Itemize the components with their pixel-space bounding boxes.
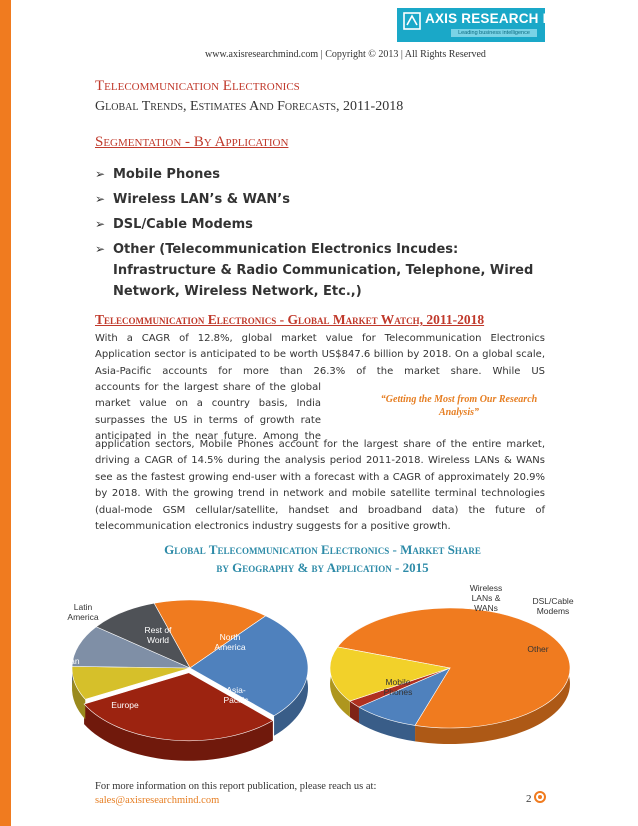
arrow-bullet-icon: ➢ [95,217,106,231]
chart-title-line-1: Global Telecommunication Electronics - Market Share [164,542,481,557]
market-share-pie-charts [40,580,585,765]
pie-chart-1 [56,600,308,761]
left-accent-bar [0,0,11,826]
pie-chart-2 [330,583,574,744]
bullet-text: DSL/Cable Modems [113,217,253,232]
list-item [95,239,545,302]
bullet-text: Mobile Phones [113,167,220,182]
pie-slice-label: Mobile Phones [383,677,413,697]
logo-mark-icon [403,12,421,30]
list-item [95,189,545,210]
arrow-bullet-icon: ➢ [95,242,106,256]
logo-text: AXIS RESEARCH MIND [425,11,578,26]
bullet-text: Other (Telecommunication Electronics Incudes: Infrastructure & Radio Communication, Telephone, Wired Network, Wireless Network, Etc.,) [113,242,534,299]
page-logo-icon [534,791,546,803]
chart-title-line-2: by Geography & by Application - 2015 [216,560,429,575]
company-logo[interactable] [397,8,578,42]
pie-slice-label: Asia-Pacific [223,685,249,705]
page-number: 2 [526,793,532,805]
market-watch-narrow-paragraph: accounts for the largest share of the global market value on a country basis, India surpasses the US in terms of growth rate anticipated in the near future. Among the [95,382,321,443]
list-item [95,214,545,235]
arrow-bullet-icon: ➢ [95,167,106,181]
report-title: Telecommunication Electronics [95,78,300,94]
pie-slice-label: Latin America [67,602,99,622]
segmentation-heading: Segmentation - By Application [95,134,289,150]
pie-slice-label: DSL/Cable Modems [532,596,574,616]
application-bullet-list [95,164,545,306]
report-subtitle: Global Trends, Estimates And Forecasts, 2011-2018 [95,99,404,114]
footer-email-link[interactable]: sales@axisresearchmind.com [95,795,220,806]
logo-tagline: Leading business intelligence [451,29,537,37]
chart-section-title [95,541,550,577]
pie-slice-label: Europe [111,700,139,710]
pie-slice-label: Japan [56,656,80,666]
pie-slice-label: Other [527,644,549,654]
footer-info-line: For more information on this report publication, please reach us at: [95,781,377,792]
market-watch-intro-paragraph: With a CAGR of 12.8%, global market value for Telecommunication Electronics Application sector is anticipated to be worth US$847.6 billion by 2018. On a global scale, Asia-Pacific accounts for more than 26.3% of the market share. While US [95,333,545,377]
site-copyright-line: www.axisresearchmind.com | Copyright © 2013 | All Rights Reserved [205,49,486,60]
pie-slice-label: Wireless LANs & WANs [469,583,503,613]
pie-slice-label: Rest of World [144,625,172,645]
bullet-text: Wireless LAN’s & WAN’s [113,192,290,207]
market-watch-body-paragraph: application sectors, Mobile Phones account for the largest share of the entire market, driving a CAGR of 14.5% during the analysis period 2011-2018. Wireless LANs & WANs see as the fastest growing end-user with a forecast with a CAGR of approximately 20.9% by 2018. With the growing trend in network and mobile satellite terminal technologies (dual-mode GSM cellular/satellite, handset and broadband data) the future of telecommunication electronics industry suggests for a positive growth. [95,439,545,533]
research-quote: “Getting the Most from Our Research Analysis” [380,394,538,418]
arrow-bullet-icon: ➢ [95,192,106,206]
market-watch-heading: Telecommunication Electronics - Global Market Watch, 2011-2018 [95,312,485,327]
pie-slice-label: North America [214,632,246,652]
list-item [95,164,545,185]
